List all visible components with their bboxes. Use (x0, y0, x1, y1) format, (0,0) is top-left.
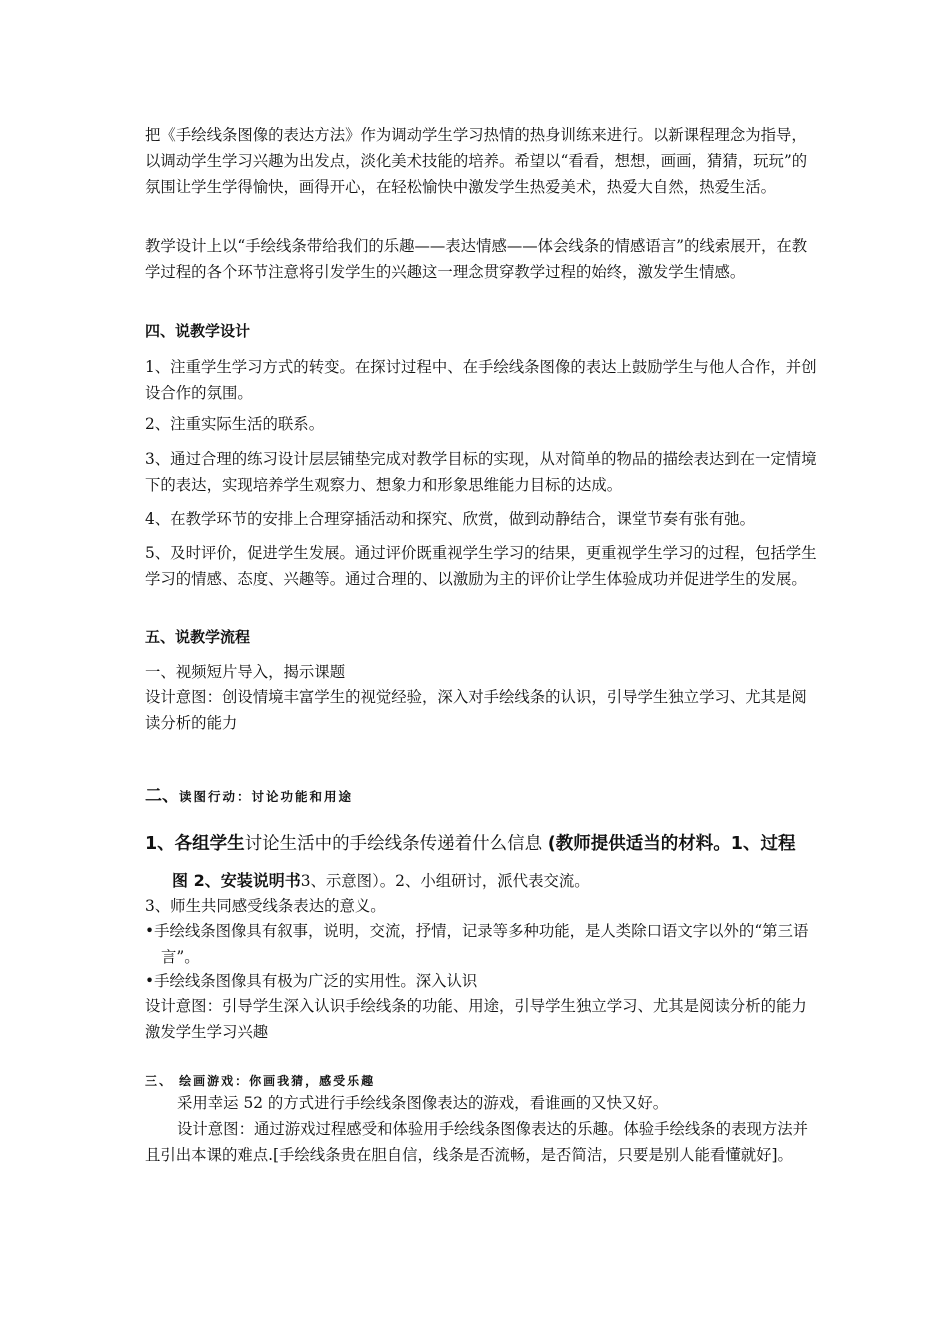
step3-line1: 采用幸运 52 的方式进行手绘线条图像表达的游戏，看谁画的又快又好。 (177, 1094, 669, 1112)
step2-line2 (172, 868, 817, 894)
step2-bullet1: •手绘线条图像具有叙事，说明，交流，抒情，记录等多种功能，是人类除口语文字以外的“第三语言”。 (145, 922, 809, 966)
section4-item-5: 5、及时评价，促进学生发展。通过评价既重视学生学习的结果，更重视学生学习的过程，包括学生学习的情感、态度、兴趣等。通过合理的、以激励为主的评价让学生体验成功并促进学生的发展。 (145, 544, 817, 588)
step2-title: 读图行动：讨论功能和用途 (179, 789, 354, 804)
step1-title: 一、视频短片导入，揭示课题 (145, 663, 346, 681)
step3-heading: 三、 绘画游戏：你画我猜，感受乐趣 (145, 1074, 376, 1088)
section4-item-3: 3、通过合理的练习设计层层铺垫完成对教学目标的实现，从对简单的物品的描绘表达到在一定情境下的表达，实现培养学生观察力、想象力和形象思维能力目标的达成。 (145, 450, 817, 494)
step2-line1 (145, 829, 817, 859)
step2-item3: 3、师生共同感受线条表达的意义。 (145, 897, 386, 915)
step2-line1-text: 讨论生活中的手绘线条传递着什么信息 (244, 834, 543, 854)
section5-heading: 五、说教学流程 (145, 628, 251, 646)
intro-paragraph: 把《手绘线条图像的表达方法》作为调动学生学习热情的热身训练来进行。以新课程理念为指导，以调动学生学习兴趣为出发点，淡化美术技能的培养。希望以“看看，想想，画画，猜猜，玩玩”的氛围让学生学得愉快，画得开心，在轻松愉快中激发学生热爱美术，热爱大自然，热爱生活。 (145, 126, 808, 196)
design-paragraph: 教学设计上以“手绘线条带给我们的乐趣——表达情感——体会线条的情感语言”的线索展开，在教学过程的各个环节注意将引发学生的兴趣这一理念贯穿教学过程的始终，激发学生情感。 (145, 237, 808, 281)
step1-intent: 设计意图：创设情境丰富学生的视觉经验，深入对手绘线条的认识，引导学生独立学习、尤其是阅读分析的能力 (145, 688, 807, 732)
step3-intent: 设计意图：通过游戏过程感受和体验用手绘线条图像表达的乐趣。体验手绘线条的表现方法并且引出本课的难点.[手绘线条贵在胆自信，线条是否流畅，是否简洁，只要是别人能看懂就好]。 (145, 1120, 809, 1164)
section4-heading: 四、说教学设计 (145, 322, 251, 340)
section4-item-1: 1、注重学生学习方式的转变。在探讨过程中、在手绘线条图像的表达上鼓励学生与他人合作，并创设合作的氛围。 (145, 358, 817, 402)
step2-heading (145, 783, 817, 810)
step2-line2-a: 图 2、安装说明书 (172, 871, 301, 890)
step2-bullet2: •手绘线条图像具有极为广泛的实用性。深入认识 (145, 972, 478, 990)
step2-intent: 设计意图：引导学生深入认识手绘线条的功能、用途，引导学生独立学习、尤其是阅读分析的能力激发学生学习兴趣 (145, 997, 807, 1041)
step2-number: 二、 (145, 786, 179, 806)
step2-line2-c: 。2、小组研讨，派代表交流。 (379, 872, 590, 890)
step2-line1-paren: (教师提供适当的材料。1、过程 (547, 834, 796, 854)
section4-item-4: 4、在教学环节的安排上合理穿插活动和探究、欣赏，做到动静结合，课堂节奏有张有弛。 (145, 510, 756, 528)
step2-line2-b: 3、示意图） (300, 872, 380, 890)
step2-line1-bold: 1、各组学生 (145, 834, 245, 854)
section4-item-2: 2、注重实际生活的联系。 (145, 415, 325, 433)
